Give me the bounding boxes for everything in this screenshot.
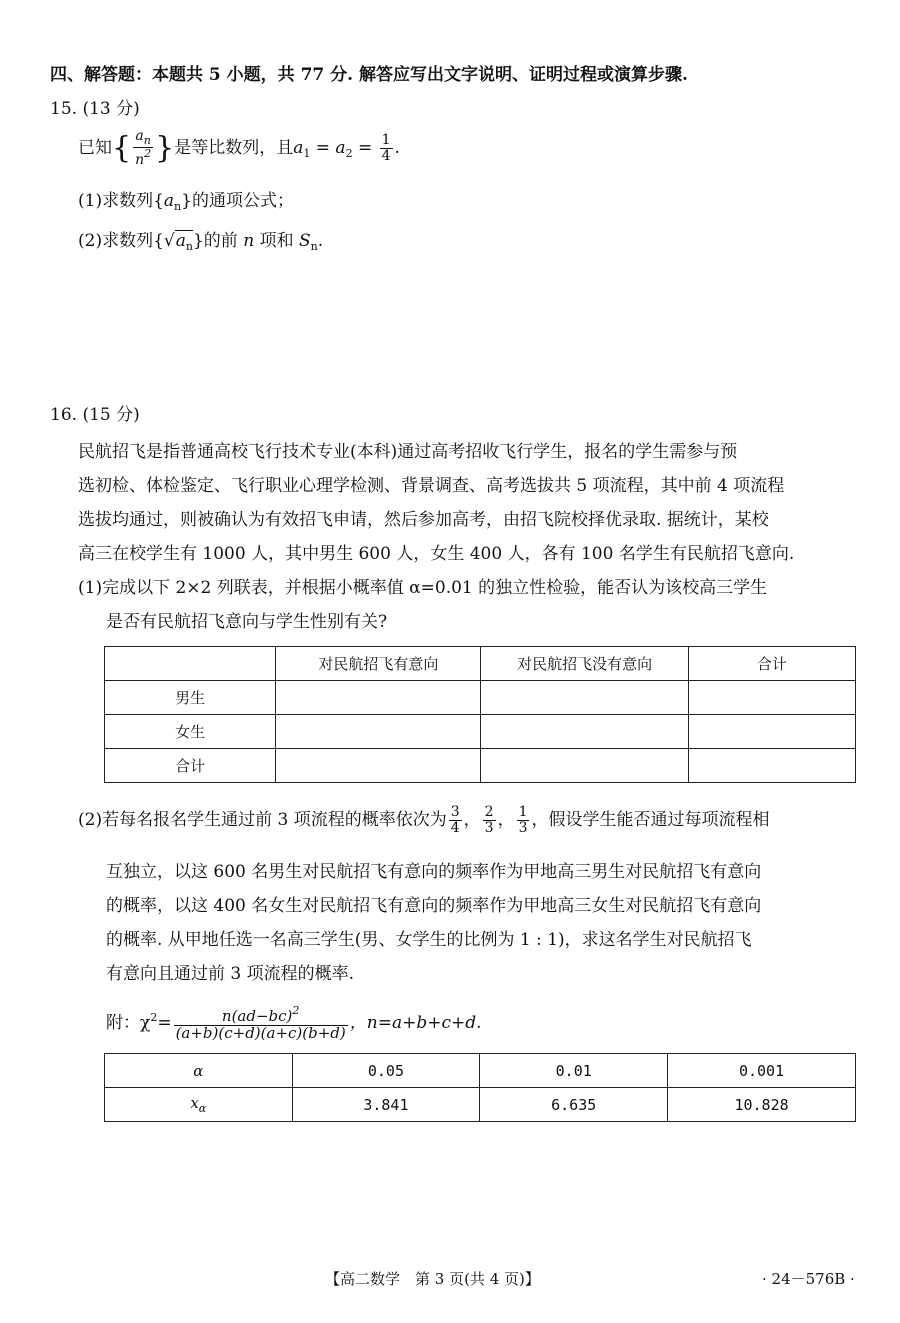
q16-part2-line1: (2)若每名报名学生通过前 3 项流程的概率依次为 $\frac{3}{4}$ ， $\frac{2}{3}$ ， $\frac{1}{3}$ ，假设学生能否通过每项流程相 (78, 804, 770, 836)
prob-fraction: $\frac{1}{3}$ (518, 804, 528, 836)
alpha-value: 0.001 (668, 1054, 856, 1088)
q15-value-fraction: $\frac{1}{4}$ (381, 132, 391, 164)
q16-part1-line2: 是否有民航招飞意向与学生性别有关? (106, 612, 388, 632)
prob-fraction: $\frac{3}{4}$ (450, 804, 460, 836)
q15-fraction: $\frac{a_n}{n^2}$ (135, 128, 152, 168)
q15-stem: 已知{ $\frac{a_n}{n^2}$ }是等比数列，且$a_1 = a_2$ = $\frac{1}{4}$ . (78, 128, 400, 168)
table-header-row (105, 647, 856, 681)
q15-part1: (1)求数列$\{a_n\}$的通项公式； (78, 191, 294, 213)
blank-cell (481, 749, 688, 783)
table-header-cell: 对民航招飞没有意向 (481, 647, 688, 681)
alpha-value: 0.01 (480, 1054, 668, 1088)
q16-part2-line5: 有意向且通过前 3 项流程的概率. (106, 964, 355, 984)
table-row (105, 1054, 856, 1088)
table-header-cell (105, 647, 276, 681)
row-label: 合计 (105, 749, 276, 783)
blank-cell (688, 749, 855, 783)
prob-fraction: $\frac{2}{3}$ (484, 804, 494, 836)
table-row (105, 749, 856, 783)
section-header: 四、解答题：本题共 5 小题，共 77 分. 解答应写出文字说明、证明过程或演算步骤. (50, 65, 688, 85)
q15-stem-mid: 是等比数列，且 (174, 138, 294, 158)
critical-value: 6.635 (480, 1088, 668, 1122)
footer-code: · 24－576B · (762, 1270, 855, 1288)
q16-number: 16. (15 分) (50, 405, 140, 425)
contingency-table (104, 646, 856, 783)
appendix-formula: 附：$\chi^2=$ $\frac{n(ad-bc)^2}{(a+b)(c+d)(a+c)(b+d)}$ ，n=a+b+c+d. (106, 1004, 482, 1042)
q16-part2-line2: 互独立，以这 600 名男生对民航招飞有意向的频率作为甲地高三男生对民航招飞有意向 (106, 862, 762, 882)
q15-part2: (2)求数列$\{√a_n\}$的前 n 项和 $S_n$. (78, 231, 324, 253)
left-brace-icon: { (112, 130, 132, 166)
critical-value-table (104, 1053, 856, 1122)
blank-cell (688, 681, 855, 715)
table-row (105, 681, 856, 715)
footer-page-label: 【高二数学 第 3 页(共 4 页)】 (325, 1270, 540, 1288)
table-header-cell: 对民航招飞有意向 (276, 647, 481, 681)
blank-cell (276, 749, 481, 783)
q16-intro-line2: 选初检、体检鉴定、飞行职业心理学检测、背景调查、高考选拔共 5 项流程，其中前 4 项流程 (78, 476, 785, 496)
q16-part2-line4: 的概率. 从甲地任选一名高三学生(男、女学生的比例为 1 : 1)，求这名学生对民航招飞 (106, 930, 752, 950)
q16-intro-line3: 选拔均通过，则被确认为有效招飞申请，然后参加高考，由招飞院校择优录取. 据统计，某校 (78, 510, 769, 530)
row-label: 女生 (105, 715, 276, 749)
table-header-cell: 合计 (688, 647, 855, 681)
q15-stem-pre: 已知 (78, 138, 112, 158)
q16-part2-line3: 的概率，以这 400 名女生对民航招飞有意向的频率作为甲地高三女生对民航招飞有意向 (106, 896, 762, 916)
blank-cell (688, 715, 855, 749)
table-row (105, 1088, 856, 1122)
q15-number: 15. (13 分) (50, 99, 140, 119)
table-row (105, 715, 856, 749)
alpha-value: 0.05 (292, 1054, 480, 1088)
critical-value: 3.841 (292, 1088, 480, 1122)
chi-square-fraction: $\frac{n(ad-bc)^2}{(a+b)(c+d)(a+c)(b+d)}$ (175, 1004, 346, 1042)
q16-intro-line1: 民航招飞是指普通高校飞行技术专业(本科)通过高考招收飞行学生，报名的学生需参与预 (78, 442, 738, 462)
blank-cell (481, 715, 688, 749)
alpha-label: α (105, 1054, 293, 1088)
row-label: 男生 (105, 681, 276, 715)
q16-part1-line1: (1)完成以下 2×2 列联表，并根据小概率值 α=0.01 的独立性检验，能否认为该校高三学生 (78, 578, 768, 598)
critical-value: 10.828 (668, 1088, 856, 1122)
q16-intro-line4: 高三在校学生有 1000 人，其中男生 600 人，女生 400 人，各有 100 名学生有民航招飞意向. (78, 544, 795, 564)
blank-cell (276, 715, 481, 749)
sqrt-icon: √ (163, 231, 175, 251)
blank-cell (481, 681, 688, 715)
blank-cell (276, 681, 481, 715)
right-brace-icon: } (155, 130, 175, 166)
x-alpha-label: $x_\alpha$ (105, 1088, 293, 1122)
